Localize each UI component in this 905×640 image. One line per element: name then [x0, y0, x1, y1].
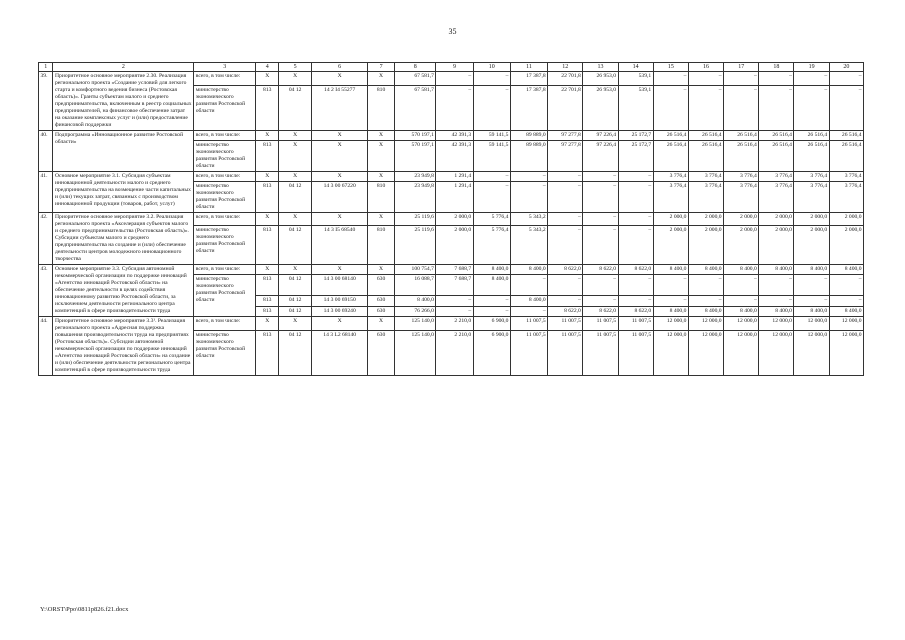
amount-cell: 59 141,5 — [473, 131, 510, 141]
measure-description: Основное мероприятие 3.3. Субсидия автономной некоммерческой организации по поддержке инноваций «Агентство инноваций Ростовской области» на обеспечение деятельности в целях содействия инновационному развитию Ростовской области, за исключением деятельности регионального центра компетенций в сфере производительности труда — [53, 265, 194, 317]
header-cell: 19 — [794, 63, 829, 72]
amount-cell: – — [724, 296, 759, 306]
budget-code-cell: 04 12 — [279, 86, 312, 131]
amount-cell: – — [759, 72, 794, 86]
row-number: 39. — [39, 72, 53, 131]
amount-cell: 3 776,4 — [724, 172, 759, 182]
amount-cell: 25 119,6 — [395, 225, 436, 264]
amount-cell: 25 172,7 — [618, 131, 653, 141]
amount-cell: 26 516,4 — [794, 131, 829, 141]
row-number: 40. — [39, 131, 53, 172]
amount-cell: 25 172,7 — [618, 141, 653, 172]
budget-code-cell: X — [312, 213, 368, 226]
amount-cell: 8 400,0 — [510, 265, 547, 275]
amount-cell: – — [794, 72, 829, 86]
amount-cell: 6 900,0 — [473, 317, 510, 331]
amount-cell: 26 516,4 — [759, 141, 794, 172]
amount-cell: 11 007,5 — [548, 331, 583, 376]
amount-cell: – — [688, 86, 723, 131]
budget-table — [38, 62, 864, 376]
amount-cell: – — [473, 172, 510, 182]
amount-cell: – — [548, 225, 583, 264]
amount-cell: 2 000,0 — [724, 213, 759, 226]
budget-code-cell: 04 12 — [279, 225, 312, 264]
amount-cell: – — [618, 182, 653, 213]
amount-cell: – — [618, 225, 653, 264]
budget-code-cell: 04 12 — [279, 275, 312, 296]
amount-cell: 2 000,0 — [759, 225, 794, 264]
budget-code-cell: 630 — [368, 306, 395, 316]
budget-code-cell: X — [368, 213, 395, 226]
amount-cell: 8 400,0 — [759, 265, 794, 275]
amount-cell: – — [618, 172, 653, 182]
amount-cell: 8 400,0 — [829, 306, 863, 316]
amount-cell: 23 949,8 — [395, 172, 436, 182]
amount-cell: 23 949,8 — [395, 182, 436, 213]
amount-cell: 8 400,0 — [653, 265, 688, 275]
budget-code-cell: 14 3 L2 68140 — [312, 331, 368, 376]
executor-cell: министерство экономического развития Ростовской области — [194, 86, 256, 131]
amount-cell: 8 400,0 — [724, 265, 759, 275]
budget-code-cell: 813 — [256, 86, 279, 131]
amount-cell: 3 776,4 — [829, 182, 863, 213]
header-cell: 18 — [759, 63, 794, 72]
amount-cell: – — [688, 275, 723, 296]
header-cell: 17 — [724, 63, 759, 72]
amount-cell: 12 000,0 — [759, 331, 794, 376]
amount-cell: 2 000,0 — [794, 213, 829, 226]
amount-cell: – — [548, 213, 583, 226]
budget-code-cell: 630 — [368, 275, 395, 296]
amount-cell: 5 776,4 — [473, 225, 510, 264]
amount-cell: 8 400,0 — [724, 306, 759, 316]
amount-cell: 3 776,4 — [794, 182, 829, 213]
amount-cell: 2 000,0 — [724, 225, 759, 264]
budget-code-cell: X — [312, 317, 368, 331]
budget-code-cell: X — [256, 317, 279, 331]
amount-cell: – — [653, 86, 688, 131]
amount-cell: – — [548, 275, 583, 296]
amount-cell: – — [473, 86, 510, 131]
header-cell: 4 — [256, 63, 279, 72]
amount-cell: 22 701,8 — [548, 86, 583, 131]
amount-cell: 2 000,0 — [829, 213, 863, 226]
amount-cell: 125 140,0 — [395, 331, 436, 376]
amount-cell: – — [583, 296, 618, 306]
amount-cell: 26 953,0 — [583, 72, 618, 86]
budget-code-cell: X — [279, 141, 312, 172]
amount-cell: 25 119,6 — [395, 213, 436, 226]
amount-cell: 3 776,4 — [759, 182, 794, 213]
amount-cell: 5 343,2 — [510, 213, 547, 226]
amount-cell: 11 007,5 — [510, 317, 547, 331]
budget-code-cell: 04 12 — [279, 331, 312, 376]
amount-cell: 100 754,7 — [395, 265, 436, 275]
amount-cell: 2 000,0 — [436, 213, 473, 226]
amount-cell: 8 622,0 — [583, 265, 618, 275]
budget-code-cell: 813 — [256, 331, 279, 376]
header-cell: 11 — [510, 63, 547, 72]
amount-cell: – — [510, 182, 547, 213]
budget-code-cell: 14 3 00 69150 — [312, 296, 368, 306]
header-cell: 5 — [279, 63, 312, 72]
amount-cell: 16 088,7 — [395, 275, 436, 296]
amount-cell: – — [724, 86, 759, 131]
amount-cell: 570 197,1 — [395, 131, 436, 141]
amount-cell: – — [510, 306, 547, 316]
amount-cell: – — [436, 72, 473, 86]
executor-cell: министерство экономического развития Ростовской области — [194, 182, 256, 213]
amount-cell: 26 516,4 — [653, 131, 688, 141]
budget-code-cell: X — [256, 172, 279, 182]
amount-cell: 11 007,5 — [583, 317, 618, 331]
footer-file-path: Y:\ORST\Ppo\0811p826.f21.docx — [40, 606, 129, 613]
measure-description: Подпрограмма «Инновационное развитие Ростовской области» — [53, 131, 194, 172]
amount-cell: 2 000,0 — [653, 213, 688, 226]
amount-cell: 5 343,2 — [510, 225, 547, 264]
header-cell: 15 — [653, 63, 688, 72]
amount-cell: 11 007,5 — [583, 331, 618, 376]
amount-cell: 1 291,4 — [436, 182, 473, 213]
amount-cell: 97 277,8 — [548, 141, 583, 172]
amount-cell: 42 391,3 — [436, 131, 473, 141]
amount-cell: – — [724, 275, 759, 296]
measure-description: Приоритетное основное мероприятие 3.2. Реализация регионального проекта «Акселерация субъектов малого и среднего предпринимательства (Ростовская область)». Субсидии субъектам малого и среднего предпринимательства на создание и (или) обеспечение деятельности центров молодежного инновационного творчества — [53, 213, 194, 265]
executor-cell: всего, в том числе: — [194, 265, 256, 275]
executor-cell: министерство экономического развития Ростовской области — [194, 225, 256, 264]
header-cell: 8 — [395, 63, 436, 72]
amount-cell: 97 277,8 — [548, 131, 583, 141]
amount-cell: 12 000,0 — [759, 317, 794, 331]
amount-cell: 26 516,4 — [724, 141, 759, 172]
budget-code-cell: 04 12 — [279, 296, 312, 306]
executor-cell: всего, в том числе: — [194, 131, 256, 141]
amount-cell: – — [618, 275, 653, 296]
header-cell: 14 — [618, 63, 653, 72]
amount-cell: 3 776,4 — [794, 172, 829, 182]
budget-code-cell: 810 — [368, 225, 395, 264]
amount-cell: 8 400,0 — [759, 306, 794, 316]
amount-cell: – — [653, 72, 688, 86]
amount-cell: 2 000,0 — [436, 225, 473, 264]
amount-cell: – — [583, 225, 618, 264]
budget-code-cell: 810 — [368, 86, 395, 131]
budget-code-cell: 813 — [256, 141, 279, 172]
row-number: 44. — [39, 317, 53, 376]
header-cell: 3 — [194, 63, 256, 72]
budget-code-cell: X — [368, 141, 395, 172]
amount-cell: 570 197,1 — [395, 141, 436, 172]
amount-cell: 89 889,0 — [510, 141, 547, 172]
amount-cell: 8 400,0 — [794, 306, 829, 316]
header-cell: 10 — [473, 63, 510, 72]
amount-cell: – — [583, 213, 618, 226]
budget-code-cell: X — [279, 317, 312, 331]
row-number: 41. — [39, 172, 53, 213]
amount-cell: 12 000,0 — [724, 331, 759, 376]
amount-cell: 2 000,0 — [688, 213, 723, 226]
amount-cell: 67 581,7 — [395, 86, 436, 131]
budget-code-cell: X — [256, 265, 279, 275]
measure-description: Основное мероприятие 3.1. Субсидия субъектам инновационной деятельности малого и среднего предпринимательства на возмещение части капитальных и (или) текущих затрат, связанных с производством инновационной продукции (товаров, работ, услуг) — [53, 172, 194, 213]
table-row — [39, 265, 864, 275]
amount-cell: 26 516,4 — [724, 131, 759, 141]
amount-cell: – — [548, 182, 583, 213]
budget-code-cell: 813 — [256, 306, 279, 316]
amount-cell: 539,1 — [618, 86, 653, 131]
header-row — [39, 63, 864, 72]
amount-cell: – — [548, 172, 583, 182]
amount-cell: 12 000,0 — [794, 331, 829, 376]
amount-cell: – — [688, 296, 723, 306]
amount-cell: 125 140,0 — [395, 317, 436, 331]
amount-cell: – — [510, 172, 547, 182]
amount-cell: 26 516,4 — [794, 141, 829, 172]
header-cell: 1 — [39, 63, 53, 72]
amount-cell: 8 622,0 — [548, 265, 583, 275]
amount-cell: 97 226,4 — [583, 131, 618, 141]
amount-cell: 8 622,0 — [548, 306, 583, 316]
amount-cell: 42 391,3 — [436, 141, 473, 172]
amount-cell: 26 516,4 — [829, 141, 863, 172]
amount-cell: 12 000,0 — [724, 317, 759, 331]
budget-code-cell: 14 3 00 69240 — [312, 306, 368, 316]
budget-code-cell: X — [312, 72, 368, 86]
executor-cell: всего, в том числе: — [194, 213, 256, 226]
amount-cell: – — [794, 86, 829, 131]
amount-cell: 3 776,4 — [829, 172, 863, 182]
amount-cell: – — [473, 72, 510, 86]
amount-cell: – — [759, 86, 794, 131]
measure-description: Приоритетное основное мероприятие 3.3¹. Реализация регионального проекта «Адресная поддержка повышения производительности труда на предприятиях (Ростовская область)». Субсидии автономной некоммерческой организации по поддержке инноваций «Агентство инноваций Ростовской области» на создание и (или) обеспечение деятельности регионального центра компетенций в сфере производительности труда — [53, 317, 194, 376]
amount-cell: 17 387,8 — [510, 72, 547, 86]
budget-code-cell: X — [368, 265, 395, 275]
amount-cell: 3 776,4 — [688, 182, 723, 213]
amount-cell: – — [759, 296, 794, 306]
amount-cell: – — [436, 86, 473, 131]
amount-cell: 17 387,8 — [510, 86, 547, 131]
executor-cell: министерство экономического развития Ростовской области — [194, 141, 256, 172]
budget-code-cell: 813 — [256, 296, 279, 306]
amount-cell: 8 400,0 — [653, 306, 688, 316]
budget-code-cell: 14 2 I4 55277 — [312, 86, 368, 131]
amount-cell: – — [473, 182, 510, 213]
amount-cell: 8 622,0 — [618, 306, 653, 316]
amount-cell: – — [688, 72, 723, 86]
amount-cell: – — [473, 306, 510, 316]
budget-code-cell: 14 3 I5 68540 — [312, 225, 368, 264]
budget-code-cell: X — [312, 172, 368, 182]
table-row — [39, 213, 864, 226]
amount-cell: 26 516,4 — [759, 131, 794, 141]
amount-cell: – — [829, 72, 863, 86]
budget-code-cell: X — [368, 172, 395, 182]
row-number: 42. — [39, 213, 53, 265]
budget-code-cell: 04 12 — [279, 306, 312, 316]
amount-cell: – — [794, 275, 829, 296]
amount-cell: – — [653, 275, 688, 296]
amount-cell: 3 776,4 — [653, 182, 688, 213]
amount-cell: – — [724, 72, 759, 86]
amount-cell: 2 000,0 — [759, 213, 794, 226]
amount-cell: 2 000,0 — [653, 225, 688, 264]
amount-cell: 59 141,5 — [473, 141, 510, 172]
executor-cell: всего, в том числе: — [194, 317, 256, 331]
amount-cell: 8 400,0 — [688, 306, 723, 316]
amount-cell: 8 400,0 — [473, 265, 510, 275]
executor-cell: министерство экономического развития Ростовской области — [194, 275, 256, 317]
amount-cell: 8 400,0 — [688, 265, 723, 275]
header-cell: 13 — [583, 63, 618, 72]
budget-code-cell: 813 — [256, 182, 279, 213]
amount-cell: – — [583, 182, 618, 213]
amount-cell: 12 000,0 — [794, 317, 829, 331]
amount-cell: 2 210,0 — [436, 317, 473, 331]
amount-cell: 8 400,0 — [395, 296, 436, 306]
amount-cell: 11 007,5 — [548, 317, 583, 331]
amount-cell: 8 622,0 — [583, 306, 618, 316]
budget-code-cell: X — [312, 265, 368, 275]
page-number: 35 — [448, 27, 457, 36]
row-number: 43. — [39, 265, 53, 317]
amount-cell: 12 000,0 — [688, 317, 723, 331]
amount-cell: 26 516,4 — [829, 131, 863, 141]
budget-code-cell: 813 — [256, 225, 279, 264]
table-row — [39, 131, 864, 141]
amount-cell: 7 688,7 — [436, 265, 473, 275]
budget-code-cell: X — [279, 172, 312, 182]
header-cell: 16 — [688, 63, 723, 72]
amount-cell: – — [794, 296, 829, 306]
amount-cell: – — [548, 296, 583, 306]
budget-code-cell: X — [279, 72, 312, 86]
amount-cell: 26 516,4 — [688, 131, 723, 141]
amount-cell: 8 400,0 — [510, 296, 547, 306]
budget-code-cell: 810 — [368, 182, 395, 213]
amount-cell: 12 000,0 — [829, 331, 863, 376]
amount-cell: – — [436, 296, 473, 306]
amount-cell: 12 000,0 — [829, 317, 863, 331]
amount-cell: – — [436, 306, 473, 316]
budget-code-cell: 14 3 00 68140 — [312, 275, 368, 296]
amount-cell: 3 776,4 — [688, 172, 723, 182]
amount-cell: – — [618, 213, 653, 226]
amount-cell: 26 516,4 — [688, 141, 723, 172]
amount-cell: 3 776,4 — [759, 172, 794, 182]
amount-cell: 8 400,0 — [794, 265, 829, 275]
budget-code-cell: 630 — [368, 331, 395, 376]
executor-cell: всего, в том числе: — [194, 172, 256, 182]
budget-code-cell: 813 — [256, 275, 279, 296]
amount-cell: 8 622,0 — [618, 265, 653, 275]
table-row — [39, 72, 864, 86]
amount-cell: 12 000,0 — [653, 317, 688, 331]
budget-code-cell: X — [256, 131, 279, 141]
measure-description: Приоритетное основное мероприятие 2.30. Реализация регионального проекта «Создание условий для легкого старта и комфортного ведения бизнеса (Ростовская область)». Гранты субъектам малого и среднего предпринимательства, включенным в реестр социальных предпринимателей, на финансовое обеспечение затрат на оказание комплексных услуг и (или) предоставление финансовой поддержки — [53, 72, 194, 131]
amount-cell: 8 400,0 — [473, 275, 510, 296]
amount-cell: – — [583, 172, 618, 182]
budget-code-cell: X — [312, 131, 368, 141]
amount-cell: 12 000,0 — [688, 331, 723, 376]
amount-cell: 3 776,4 — [653, 172, 688, 182]
amount-cell: 26 516,4 — [653, 141, 688, 172]
budget-code-cell: X — [279, 213, 312, 226]
amount-cell: 539,1 — [618, 72, 653, 86]
amount-cell: – — [473, 296, 510, 306]
amount-cell: 6 900,0 — [473, 331, 510, 376]
header-cell: 7 — [368, 63, 395, 72]
amount-cell: – — [829, 86, 863, 131]
amount-cell: 89 889,0 — [510, 131, 547, 141]
header-cell: 9 — [436, 63, 473, 72]
budget-code-cell: X — [256, 72, 279, 86]
budget-code-cell: X — [256, 213, 279, 226]
amount-cell: 8 400,0 — [829, 265, 863, 275]
amount-cell: 2 210,0 — [436, 331, 473, 376]
amount-cell: – — [653, 296, 688, 306]
amount-cell: 26 953,0 — [583, 86, 618, 131]
amount-cell: 67 581,7 — [395, 72, 436, 86]
budget-code-cell: 04 12 — [279, 182, 312, 213]
amount-cell: – — [829, 296, 863, 306]
amount-cell: – — [829, 275, 863, 296]
amount-cell: 2 000,0 — [688, 225, 723, 264]
amount-cell: – — [583, 275, 618, 296]
budget-table-container — [38, 62, 864, 376]
amount-cell: 12 000,0 — [653, 331, 688, 376]
amount-cell: 22 701,8 — [548, 72, 583, 86]
amount-cell: – — [510, 275, 547, 296]
header-cell: 6 — [312, 63, 368, 72]
budget-code-cell: 630 — [368, 296, 395, 306]
amount-cell: 2 000,0 — [794, 225, 829, 264]
amount-cell: – — [618, 296, 653, 306]
budget-code-cell: X — [279, 131, 312, 141]
amount-cell: 76 266,0 — [395, 306, 436, 316]
amount-cell: 2 000,0 — [829, 225, 863, 264]
budget-code-cell: X — [312, 141, 368, 172]
budget-code-cell: X — [368, 317, 395, 331]
executor-cell: министерство экономического развития Ростовской области — [194, 331, 256, 376]
table-body — [39, 72, 864, 376]
budget-code-cell: X — [368, 72, 395, 86]
amount-cell: 11 007,5 — [618, 331, 653, 376]
executor-cell: всего, в том числе: — [194, 72, 256, 86]
amount-cell: 11 007,5 — [618, 317, 653, 331]
budget-code-cell: X — [368, 131, 395, 141]
header-cell: 20 — [829, 63, 863, 72]
header-cell: 12 — [548, 63, 583, 72]
budget-code-cell: X — [279, 265, 312, 275]
budget-code-cell: 14 3 00 67220 — [312, 182, 368, 213]
header-cell: 2 — [53, 63, 194, 72]
table-row — [39, 172, 864, 182]
amount-cell: 11 007,5 — [510, 331, 547, 376]
amount-cell: 3 776,4 — [724, 182, 759, 213]
table-row — [39, 317, 864, 331]
amount-cell: 1 291,4 — [436, 172, 473, 182]
amount-cell: – — [759, 275, 794, 296]
amount-cell: 7 688,7 — [436, 275, 473, 296]
amount-cell: 97 226,4 — [583, 141, 618, 172]
amount-cell: 5 776,4 — [473, 213, 510, 226]
